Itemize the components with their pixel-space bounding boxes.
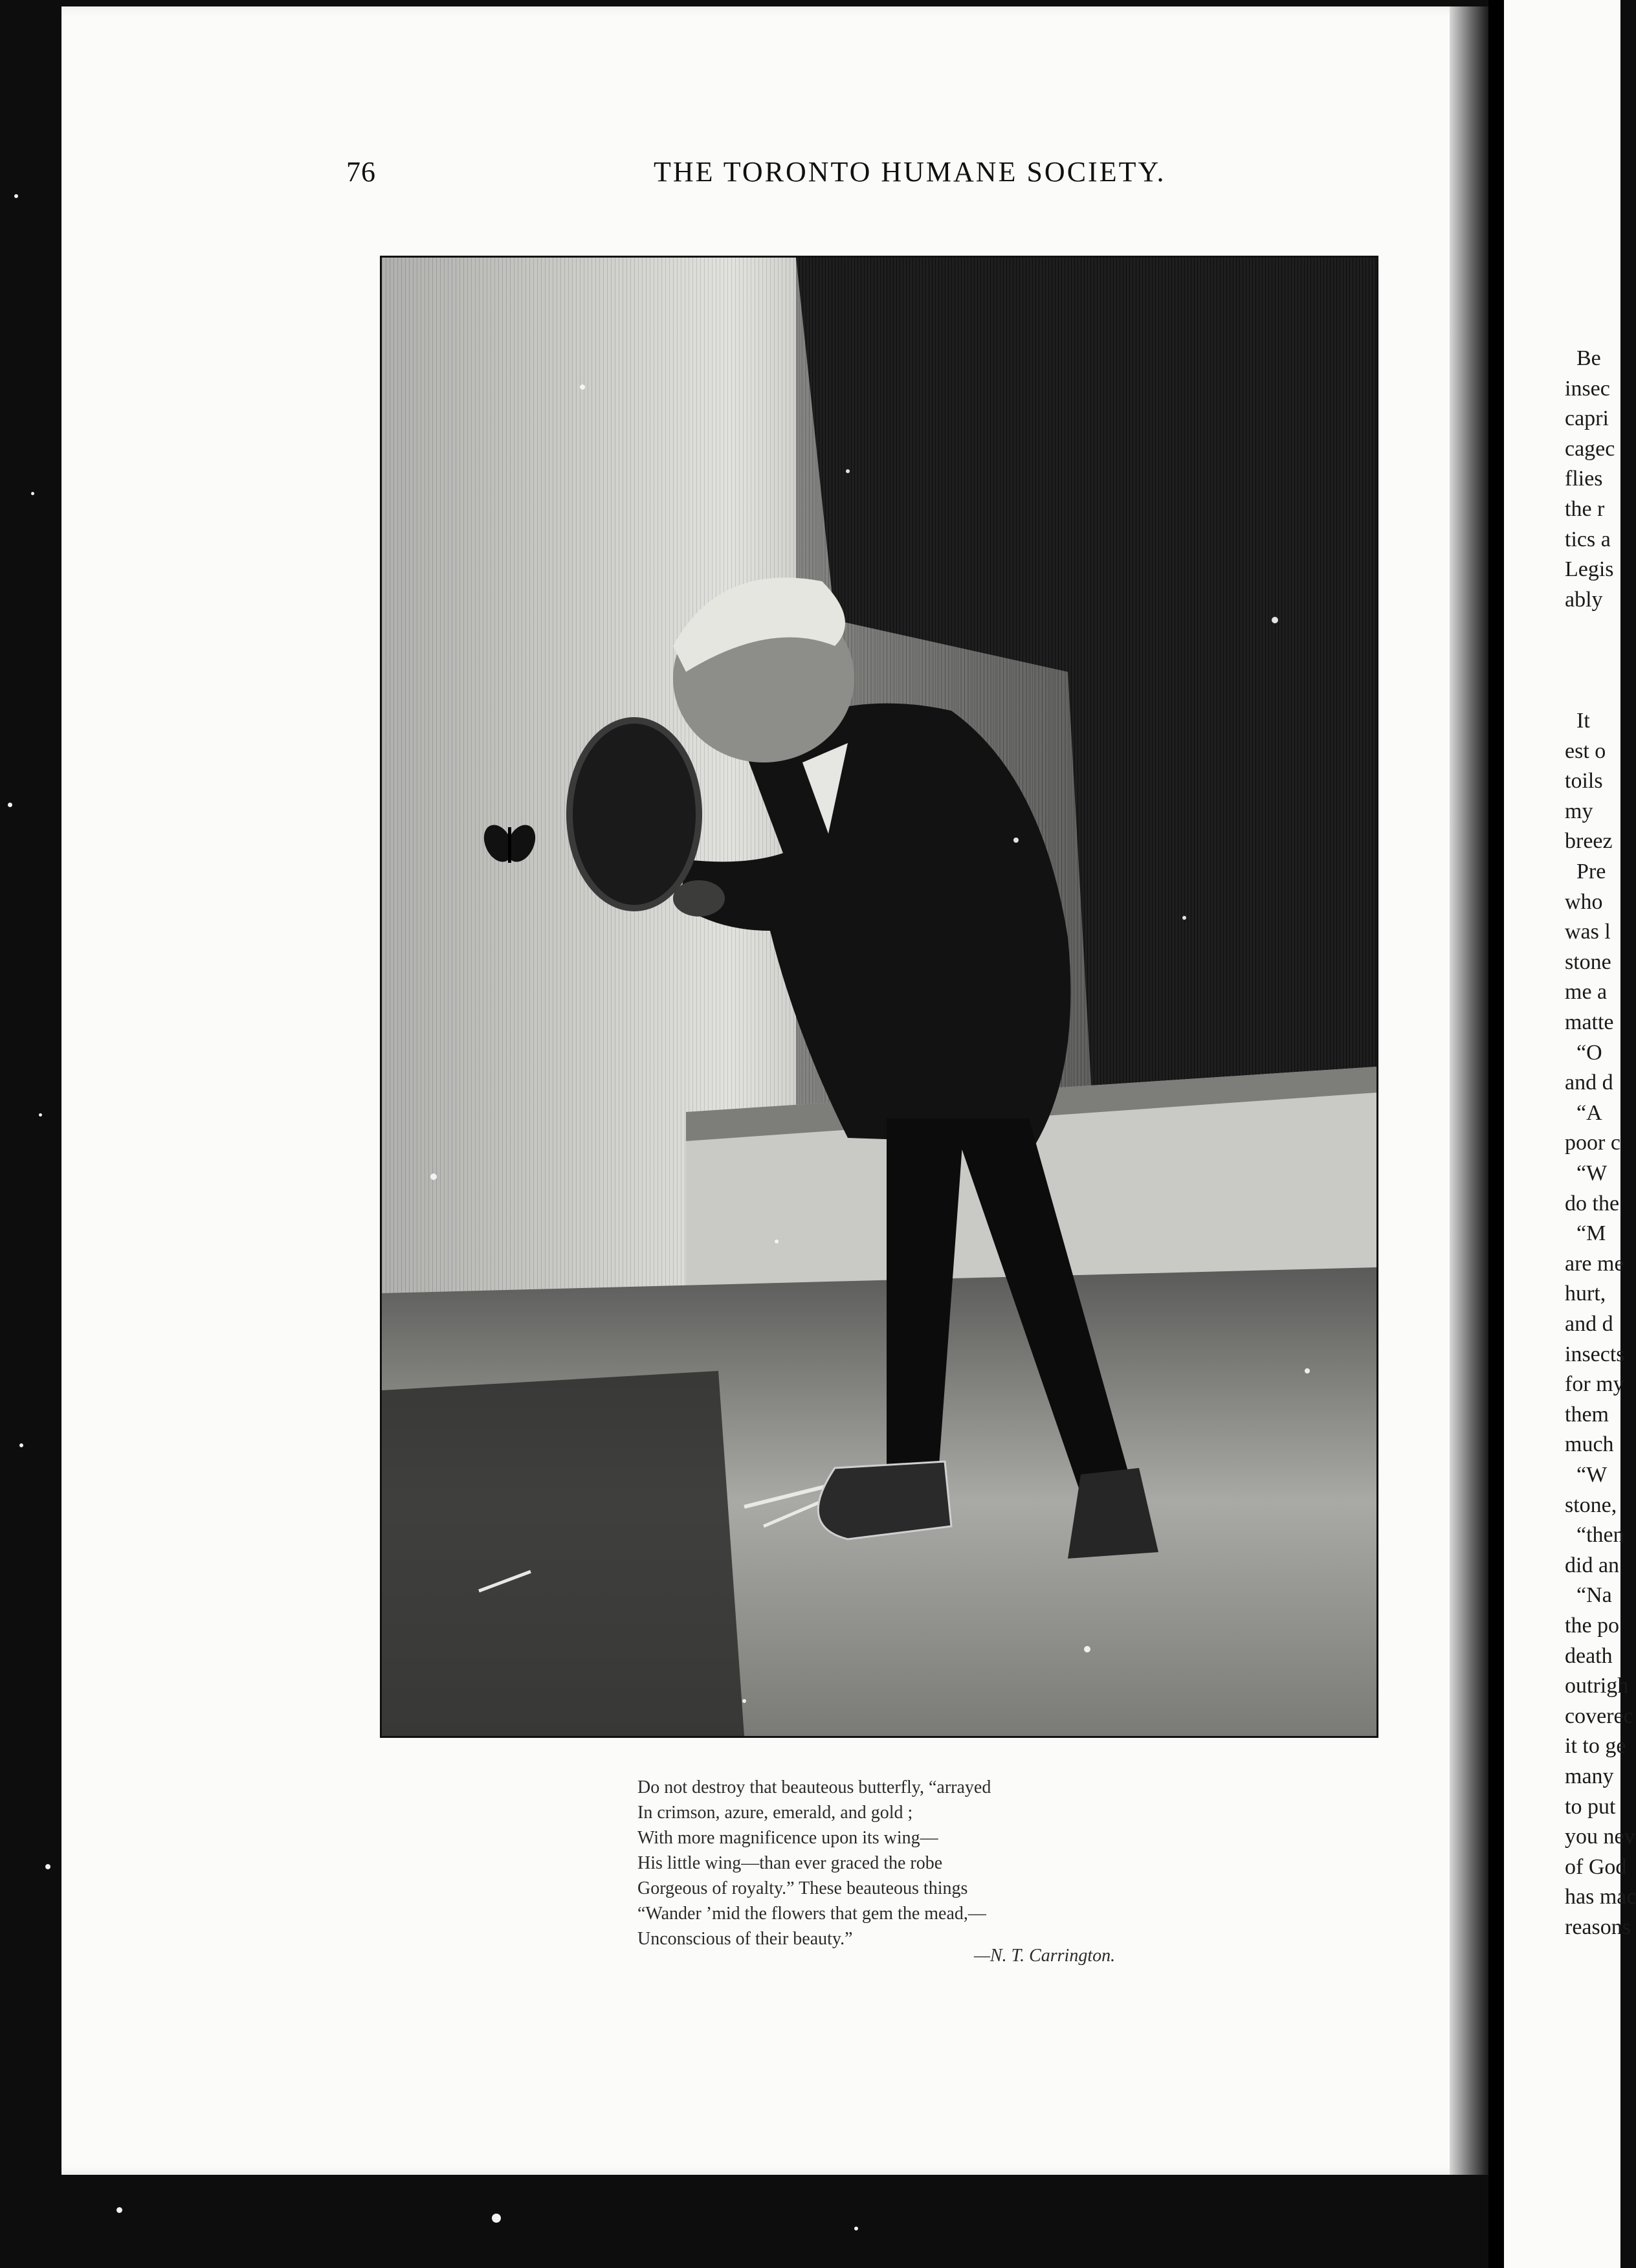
right-page-text-fragment: “Na <box>1576 1583 1612 1607</box>
right-page-text-fragment: many <box>1565 1764 1614 1788</box>
poem-line: His little wing—than ever graced the robe <box>637 1853 943 1873</box>
page-gutter-shadow <box>1450 6 1488 2175</box>
right-page-text-fragment: reasons <box>1565 1915 1631 1939</box>
poem-line: “Wander ’mid the flowers that gem the mead,— <box>637 1904 986 1924</box>
right-page-text-fragment: flies <box>1565 467 1603 491</box>
right-page-text-fragment: “W <box>1576 1463 1608 1487</box>
right-page-text-fragment: ably <box>1565 588 1603 612</box>
dust-speck <box>854 2227 858 2230</box>
right-page-text-fragment: tics a <box>1565 528 1611 551</box>
right-page-text-fragment: insects <box>1565 1342 1625 1366</box>
right-page-text-fragment: do the <box>1565 1192 1620 1216</box>
page-number: 76 <box>346 156 376 188</box>
right-page-text-fragment: coverec <box>1565 1704 1633 1728</box>
right-page-text-fragment: stone, <box>1565 1493 1617 1517</box>
right-page-text-fragment: and d <box>1565 1312 1613 1336</box>
right-page-text-fragment: breez <box>1565 829 1613 853</box>
poem-line: Gorgeous of royalty.” These beauteous things <box>637 1878 968 1898</box>
poem-attribution: —N. T. Carrington. <box>974 1946 1116 1966</box>
right-page-text-fragment: matte <box>1565 1010 1614 1034</box>
poem-caption <box>637 1775 1207 1951</box>
running-head: THE TORONTO HUMANE SOCIETY. <box>654 156 1166 188</box>
right-page-text-fragment: has mac <box>1565 1885 1636 1909</box>
right-page-text-fragment: Legis <box>1565 557 1614 581</box>
right-page-text-fragment: hurt, <box>1565 1282 1606 1306</box>
right-page-text-fragment: stone <box>1565 950 1611 974</box>
right-page-text-fragment: insec <box>1565 377 1610 401</box>
poem-line: With more magnificence upon its wing— <box>637 1828 938 1848</box>
right-page-text-fragment: the po <box>1565 1614 1620 1638</box>
right-page-text-fragment: capri <box>1565 406 1609 430</box>
right-page-text-fragment: “then <box>1576 1523 1624 1547</box>
poem-line: Do not destroy that beauteous butterfly, “arrayed <box>637 1777 991 1797</box>
dust-speck <box>14 194 18 198</box>
right-page-text-fragment: Be <box>1576 346 1601 370</box>
right-page-text-fragment: cagec <box>1565 437 1615 461</box>
right-page-text-fragment: are me <box>1565 1252 1624 1276</box>
right-page-text-fragment: of God <box>1565 1855 1627 1879</box>
right-page-text-fragment: much <box>1565 1432 1614 1456</box>
poem-line: In crimson, azure, emerald, and gold ; <box>637 1803 913 1823</box>
right-page-text-fragment: “M <box>1576 1221 1606 1245</box>
right-page-text-fragment: did an <box>1565 1553 1620 1577</box>
right-page-text-fragment: was l <box>1565 920 1611 944</box>
right-page-text-fragment: poor c <box>1565 1131 1620 1155</box>
book-gutter <box>1488 0 1504 2268</box>
right-page-text-fragment: est o <box>1565 739 1606 763</box>
right-page-text-fragment: who <box>1565 890 1603 914</box>
right-page-text-fragment: toils <box>1565 769 1603 793</box>
engraving-boy-and-butterfly <box>380 256 1378 1738</box>
dust-speck <box>8 803 12 807</box>
dust-speck <box>39 1113 42 1117</box>
right-page-text-fragment: “W <box>1576 1161 1608 1185</box>
poem-line: Unconscious of their beauty.” <box>637 1929 853 1949</box>
dust-speck <box>492 2214 501 2223</box>
dust-speck <box>116 2207 122 2213</box>
dust-speck <box>19 1443 23 1447</box>
grass <box>382 1371 744 1736</box>
right-book-page <box>1504 0 1636 2268</box>
dust-speck <box>31 492 34 495</box>
right-page-text-fragment: “A <box>1576 1101 1602 1125</box>
right-page-text-fragment: and d <box>1565 1071 1613 1095</box>
right-page-text-fragment: them <box>1565 1403 1609 1427</box>
right-page-text-fragment: outrigh <box>1565 1674 1629 1698</box>
right-page-text-fragment: my <box>1565 799 1593 823</box>
right-page-text-fragment: to put <box>1565 1795 1616 1819</box>
right-page-text-fragment: it to ge <box>1565 1734 1626 1758</box>
right-page-text-fragment: you nev <box>1565 1825 1635 1849</box>
right-page-text-fragment: death <box>1565 1644 1613 1668</box>
right-page-text-fragment: “O <box>1576 1041 1602 1065</box>
dust-speck <box>45 1864 50 1869</box>
right-page-text-fragment: It <box>1576 709 1590 733</box>
right-page-text-fragment: the r <box>1565 497 1605 521</box>
right-page-text-fragment: me a <box>1565 980 1608 1004</box>
right-page-text-fragment: Pre <box>1576 860 1606 884</box>
right-page-text-fragment: for my <box>1565 1372 1624 1396</box>
